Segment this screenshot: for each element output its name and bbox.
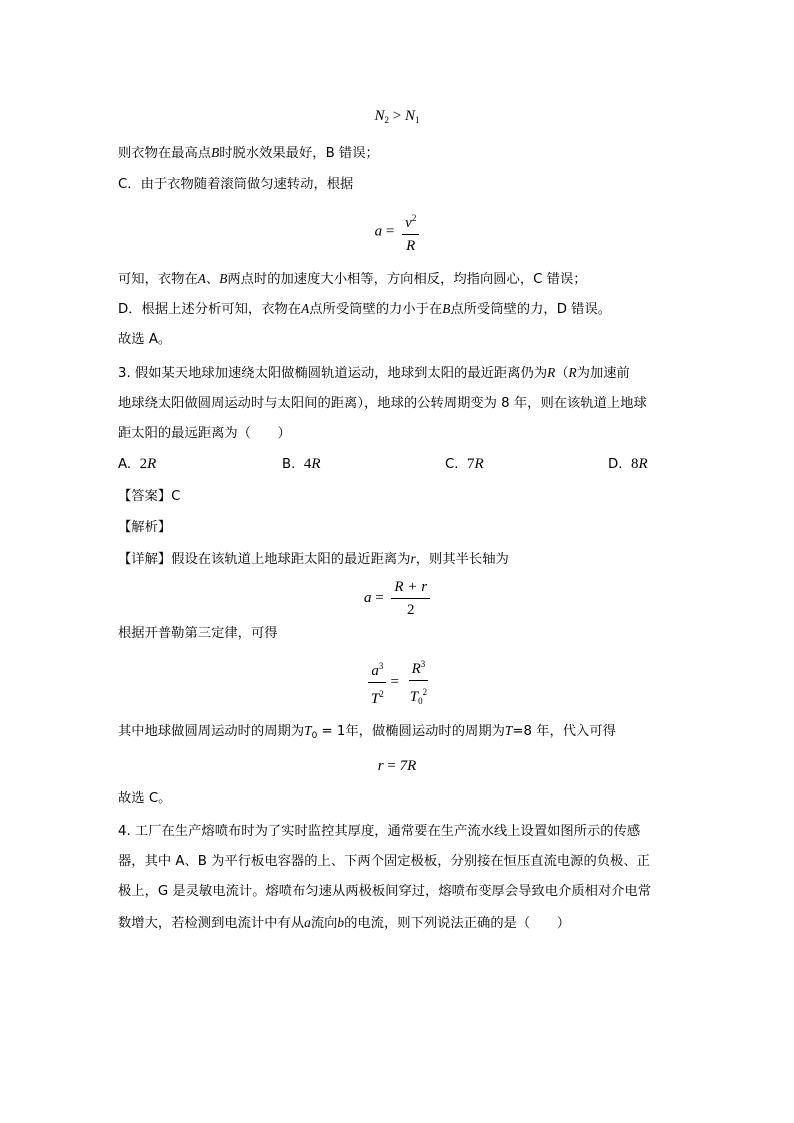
equation-n-compare <box>0 108 794 125</box>
paragraph: 根据开普勒第三定律，可得 <box>118 626 278 641</box>
fraction: $\frac{v^2}{R}$ <box>402 208 419 256</box>
paragraph: 故选 A。 <box>118 332 172 347</box>
equation-semi-axis: a = $\frac{R + r}{2}$ <box>0 577 794 620</box>
fraction: $\frac{a^3}{T^2}$ <box>368 656 387 709</box>
question-3-line: 距太阳的最远距离为（ ） <box>118 426 291 441</box>
paragraph: 故选 C。 <box>118 791 172 806</box>
option-a: A. 2R <box>118 456 157 472</box>
question-4-line: 数增大，若检测到电流计中有从a流向b的电流，则下列说法正确的是（ ） <box>118 915 571 931</box>
paragraph: 则衣物在最高点B时脱水效果最好，B 错误； <box>118 145 379 161</box>
paragraph: 可知，衣物在A、B两点时的加速度大小相等，方向相反，均指向圆心，C 错误； <box>118 271 587 287</box>
equation-kepler: $\frac{a^3}{T^2}$ = $\frac{R^3}{T_0^2}$ <box>0 654 794 711</box>
eq-sub: 2 <box>384 115 390 125</box>
question-4-line: 极上，G 是灵敏电流计。熔喷布匀速从两极板间穿过，熔喷布变厚会导致电介质相对介电常 <box>118 884 652 899</box>
paragraph: D．根据上述分析可知，衣物在A点所受筒壁的力小于在B点所受筒壁的力，D 错误。 <box>118 301 612 317</box>
question-3-line: 3. 假如某天地球加速绕太阳做椭圆轨道运动，地球到太阳的最近距离仍为R（R为加速前 <box>118 365 630 381</box>
option-d: D. 8R <box>608 456 648 472</box>
eq-op: > <box>392 108 402 124</box>
question-4-line: 4. 工厂在生产熔喷布时为了实时监控其厚度，通常要在生产流水线上设置如图所示的传感 <box>118 824 641 839</box>
question-4-line: 器，其中 A、B 为平行板电容器的上、下两个固定极板，分别接在恒压直流电源的负极、正 <box>118 854 650 869</box>
eq-var: N <box>374 108 385 124</box>
fraction: $\frac{R + r}{2}$ <box>391 577 430 620</box>
equation-acceleration: a = $\frac{v^2}{R}$ <box>0 208 794 256</box>
eq-sub: 1 <box>415 115 420 125</box>
question-3-line: 地球绕太阳做圆周运动时与太阳间的距离），地球的公转周期变为 8 年，则在该轨道上地球 <box>118 396 647 411</box>
option-c: C. 7R <box>445 456 484 472</box>
option-b: B. 4R <box>282 456 321 472</box>
paragraph: 【详解】假设在该轨道上地球距太阳的最近距离为r，则其半长轴为 <box>118 551 509 567</box>
fraction: $\frac{R^3}{T_0^2}$ <box>407 654 430 711</box>
eq-var: N <box>404 108 415 124</box>
analysis-label: 【解析】 <box>118 520 172 535</box>
paragraph: C．由于衣物随着滚筒做匀速转动，根据 <box>118 177 354 192</box>
paragraph: 其中地球做圆周运动时的周期为$T_0 = 1$年，做椭圆运动时的周期为T=8 年，代入可得 <box>118 723 616 741</box>
equation-result: r = 7R <box>377 758 417 774</box>
answer-label: 【答案】C <box>118 489 181 504</box>
